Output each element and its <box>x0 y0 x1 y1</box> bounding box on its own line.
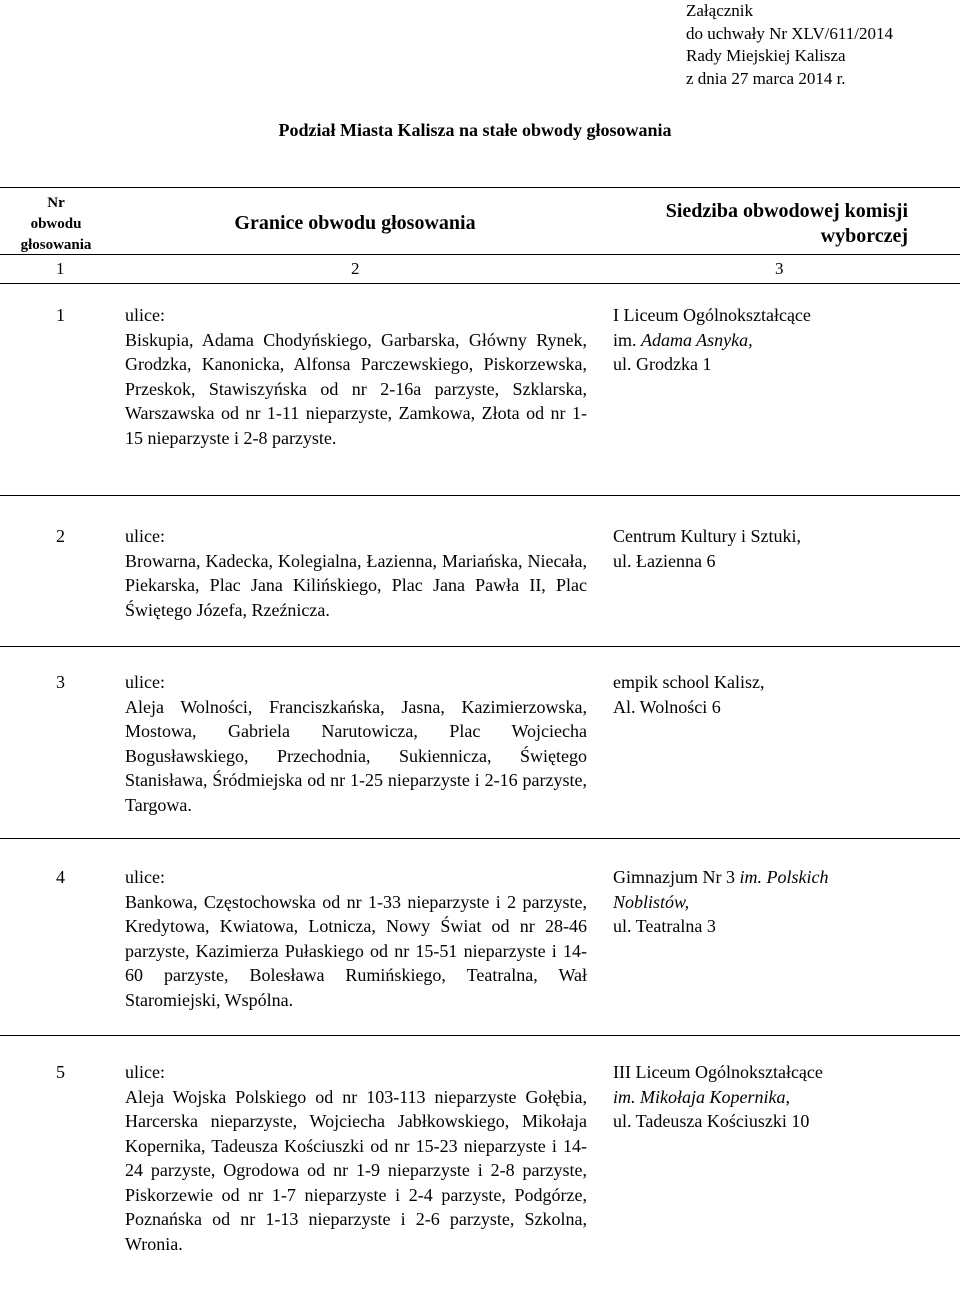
commission-seat <box>613 303 913 377</box>
commission-seat <box>613 524 913 573</box>
seat-name: empik school Kalisz, <box>613 672 765 692</box>
table-top-rule <box>0 187 960 188</box>
seat-address: ul. Tadeusza Kościuszki 10 <box>613 1111 810 1131</box>
header-district-number <box>0 193 112 256</box>
annex-title: Załącznik <box>686 1 754 20</box>
seat-address: ul. Łazienna 6 <box>613 550 716 571</box>
district-number: 1 <box>56 305 65 325</box>
district-streets <box>125 1060 587 1256</box>
streets-label: ulice: <box>125 526 165 546</box>
streets-list: Aleja Wojska Polskiego od nr 103-113 nieparzyste Gołębia, Harcerska nieparzyste, Wojciecha Jabłkowskiego, Mikołaja Kopernika, Tadeusza Kościuszki od nr 15-23 nieparzyste i 14-24 parzyste, Ogrodowa od nr 1-9 nieparzyste i 2-8 parzyste, Piskorzewie od nr 1-7 nieparzyste i 2-4 parzyste, Podgórze, Poznańska od nr 1-13 nieparzyste i 2-6 parzyste, Szkolna, Wronia. <box>125 1086 587 1254</box>
district-number: 3 <box>56 672 65 692</box>
district-number: 5 <box>56 1062 65 1082</box>
streets-list: Biskupia, Adama Chodyńskiego, Garbarska, Główny Rynek, Grodzka, Kanonicka, Alfonsa Parczewskiego, Piskorzewska, Przeskok, Stawiszyńska od nr 2-16a parzyste, Szklarska, Warszawska od nr 1-11 nieparzyste, Zamkowa, Złota od nr 1-15 nieparzyste i 2-8 parzyste. <box>125 329 587 448</box>
header-commission-seat <box>598 199 960 249</box>
seat-patron-name: im. Polskich <box>739 867 829 887</box>
streets-list: Aleja Wolności, Franciszkańska, Jasna, Kazimierzowska, Mostowa, Gabriela Narutowicza, Plac Wojciecha Bogusławskiego, Przechodnia, Sukiennicza, Świętego Stanisława, Śródmiejska od nr 1-25 nieparzyste i 2-16 parzyste, Targowa. <box>125 696 587 815</box>
column-numbers-rule <box>0 283 960 284</box>
seat-patron: Noblistów, <box>613 891 690 912</box>
seat-name: I Liceum Ogólnokształcące <box>613 305 811 325</box>
column-number: 2 <box>351 259 360 278</box>
streets-label: ulice: <box>125 1062 165 1082</box>
annex-resolution: do uchwały Nr XLV/611/2014 <box>686 23 893 43</box>
seat-address: ul. Teatralna 3 <box>613 916 716 936</box>
seat-address: Al. Wolności 6 <box>613 696 721 717</box>
streets-list: Browarna, Kadecka, Kolegialna, Łazienna, Mariańska, Niecała, Piekarska, Plac Jana Kilińskiego, Plac Jana Pawła II, Plac Świętego Józefa, Rzeźnicza. <box>125 550 587 620</box>
header-seat-line: Siedziba obwodowej komisji <box>665 200 908 222</box>
seat-address: ul. Grodzka 1 <box>613 354 712 374</box>
annex-header <box>686 0 893 90</box>
commission-seat <box>613 670 913 719</box>
header-seat-line: wyborczej <box>820 225 908 247</box>
annex-council: Rady Miejskiej Kalisza <box>686 46 846 65</box>
row-rule <box>0 495 960 496</box>
row-rule <box>0 646 960 647</box>
seat-patron-prefix: im. <box>613 329 642 350</box>
district-streets <box>125 303 587 450</box>
header-nr-line: Nr <box>47 195 65 211</box>
document-title: Podział Miasta Kalisza na stałe obwody głosowania <box>278 120 672 140</box>
header-nr-line: obwodu <box>30 216 82 232</box>
district-number: 4 <box>56 867 65 887</box>
row-rule <box>0 1035 960 1036</box>
district-number: 2 <box>56 526 65 546</box>
seat-name-prefix: Gimnazjum Nr 3 <box>613 867 740 887</box>
column-number: 1 <box>56 259 65 278</box>
seat-patron <box>613 328 913 353</box>
streets-label: ulice: <box>125 672 165 692</box>
seat-name <box>613 865 913 890</box>
commission-seat <box>613 865 913 939</box>
header-rule <box>0 254 960 255</box>
district-streets <box>125 670 587 817</box>
seat-patron: im. Mikołaja Kopernika, <box>613 1086 790 1107</box>
header-district-boundaries: Granice obwodu głosowania <box>234 212 476 234</box>
row-rule <box>0 838 960 839</box>
seat-patron-name: Adama Asnyka, <box>641 329 753 350</box>
annex-date: z dnia 27 marca 2014 r. <box>686 68 846 88</box>
streets-list: Bankowa, Częstochowska od nr 1-33 nieparzyste i 2 parzyste, Kredytowa, Kwiatowa, Lotnicza, Nowy Świat od nr 28-46 parzyste, Kazimierza Pułaskiego od nr 15-51 nieparzyste i 14-60 parzyste, Bolesława Rumińskiego, Teatralna, Wał Staromiejski, Wspólna. <box>125 891 587 1010</box>
district-streets <box>125 524 587 622</box>
seat-name: Centrum Kultury i Sztuki, <box>613 526 801 546</box>
column-number: 3 <box>775 259 784 278</box>
commission-seat <box>613 1060 913 1134</box>
header-nr-line: głosowania <box>20 237 92 253</box>
streets-label: ulice: <box>125 867 165 887</box>
seat-name: III Liceum Ogólnokształcące <box>613 1062 823 1082</box>
streets-label: ulice: <box>125 305 165 325</box>
district-streets <box>125 865 587 1012</box>
